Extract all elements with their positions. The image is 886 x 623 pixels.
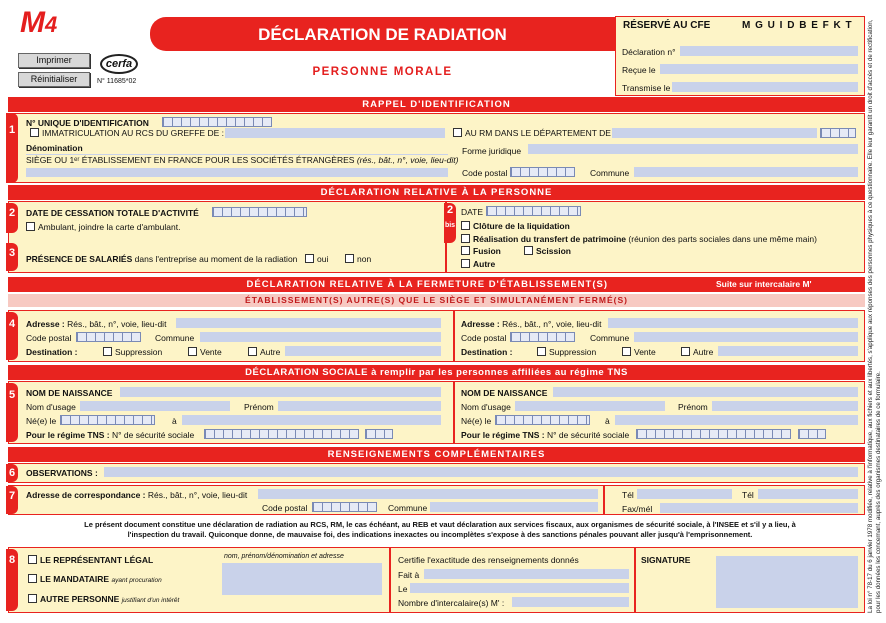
rep-legal-option[interactable] xyxy=(28,555,153,565)
etab2-vente-checkbox[interactable] xyxy=(622,347,631,356)
tns2-secu-label: N° de sécurité sociale xyxy=(546,430,630,440)
siege-postal-field[interactable] xyxy=(510,167,575,177)
etab1-autre-field[interactable] xyxy=(285,346,441,356)
rm-label: AU RM DANS LE DÉPARTEMENT DE xyxy=(465,128,611,138)
reserved-title: RÉSERVÉ AU CFE xyxy=(623,20,711,31)
sociale-bar: DÉCLARATION SOCIALE à remplir par les personnes affiliées au régime TNS xyxy=(8,365,865,380)
etab-bar-title: DÉCLARATION RELATIVE À LA FERMETURE D'ÉTABLISSEMENT(S) xyxy=(246,279,608,290)
side-note xyxy=(866,10,886,613)
form-code-letter: M xyxy=(20,6,45,39)
page-subtitle: PERSONNE MORALE xyxy=(312,66,453,78)
tel1-label: Tél xyxy=(622,490,634,500)
tns2-secu-key-field[interactable] xyxy=(798,429,826,439)
rep-legal-label: LE REPRÉSENTANT LÉGAL xyxy=(40,555,154,565)
unique-id-label: N° UNIQUE D'IDENTIFICATION xyxy=(26,118,149,128)
etab1-vente-checkbox[interactable] xyxy=(188,347,197,356)
le-field[interactable] xyxy=(410,583,629,593)
print-button[interactable]: Imprimer xyxy=(18,53,90,68)
salaries-oui-label: oui xyxy=(317,254,329,264)
section-number-1: 1 xyxy=(6,113,18,183)
corresp-commune-label: Commune xyxy=(388,503,428,513)
etab2-commune-label: Commune xyxy=(590,333,630,343)
tns1-prenom-field[interactable] xyxy=(278,401,441,411)
mandataire-label: LE MANDATAIRE xyxy=(40,574,110,584)
rcs-option[interactable] xyxy=(30,128,224,138)
scission-option[interactable] xyxy=(524,246,571,256)
denomination-label: Dénomination xyxy=(26,143,83,153)
etab1-commune-label: Commune xyxy=(155,333,195,343)
signature-field[interactable] xyxy=(716,556,858,608)
etab2-vente-label: Vente xyxy=(634,347,656,357)
forme-field[interactable] xyxy=(528,144,858,154)
tns1-secu-key-field[interactable] xyxy=(365,429,393,439)
autre-checkbox[interactable] xyxy=(461,259,470,268)
siege-text: SIÈGE OU 1ᵉʳ ÉTABLISSEMENT EN FRANCE POUR LES SOCIÉTÉS ÉTRANGÈRES xyxy=(26,155,355,165)
corresp-postal-label: Code postal xyxy=(262,503,308,513)
etab1-autre-option[interactable] xyxy=(248,347,280,357)
etab1-vente-option[interactable] xyxy=(188,347,222,357)
observations-label: OBSERVATIONS : xyxy=(26,468,98,478)
etab2-adresse-field[interactable] xyxy=(608,318,858,328)
etab1-commune-field[interactable] xyxy=(200,332,441,342)
tns2-nom-field[interactable] xyxy=(553,387,858,397)
siege-commune-field[interactable] xyxy=(634,167,858,177)
cloture-label: Clôture de la liquidation xyxy=(473,221,570,231)
rep-legal-checkbox[interactable] xyxy=(28,555,37,564)
etab1-autre-checkbox[interactable] xyxy=(248,347,257,356)
personne-bar: DÉCLARATION RELATIVE À LA PERSONNE xyxy=(8,185,865,200)
siege-postal-label: Code postal xyxy=(462,168,508,178)
autre-personne-hint: justifiant d'un intérêt xyxy=(121,597,180,604)
intercalaires-field[interactable] xyxy=(512,597,629,607)
etab2-adresse-label xyxy=(461,319,601,329)
cessation-date-field[interactable] xyxy=(212,207,307,217)
realisation-hint: (réunion des parts sociales dans une même main) xyxy=(628,234,817,244)
tns1-ne-field[interactable] xyxy=(60,415,155,425)
autre-label: Autre xyxy=(473,259,496,269)
tns1-secu-label: N° de sécurité sociale xyxy=(111,430,195,440)
siege-field[interactable] xyxy=(26,168,448,177)
unique-id-field[interactable] xyxy=(162,117,272,127)
etab1-adresse-field[interactable] xyxy=(176,318,441,328)
etab1-autre-label: Autre xyxy=(260,347,281,357)
side-note-text: La loi n° 78-17 du 6 janvier 1978 modifiée, relative à l'informatique, aux fichiers et aux libertés, s'applique aux réponses des personnes physiques à ce questionnaire. Elle leur garantit un droit d'accès et de rectification, pour les données les concernant, auprès des organismes destinataires de ce formulaire. xyxy=(867,19,882,613)
tns1-secu-field[interactable] xyxy=(204,429,359,439)
cloture-option[interactable] xyxy=(461,221,570,231)
etab2-commune-field[interactable] xyxy=(634,332,858,342)
compl-bar: RENSEIGNEMENTS COMPLÉMENTAIRES xyxy=(8,447,865,462)
corresp-postal-field[interactable] xyxy=(312,502,377,512)
page-title: DÉCLARATION DE RADIATION xyxy=(258,25,507,44)
section-number-2bis-suffix: bis xyxy=(444,222,456,229)
corresp-hint: Rés., bât., n°, voie, lieu-dit xyxy=(147,490,248,500)
fusion-label: Fusion xyxy=(473,246,501,256)
bis-date-label: DATE xyxy=(461,207,484,217)
etab2-suppression-checkbox[interactable] xyxy=(537,347,546,356)
etab1-adresse-hint: Rés., bât., n°, voie, lieu-dit xyxy=(67,319,167,329)
tns2-prenom-field[interactable] xyxy=(712,401,858,411)
tns1-regime-text: Pour le régime TNS : xyxy=(26,430,110,440)
section-number-7: 7 xyxy=(6,486,18,514)
cerfa-logo: cerfa xyxy=(100,54,138,74)
autre-personne-option[interactable] xyxy=(28,594,179,604)
salaries-oui-option[interactable] xyxy=(305,254,328,264)
ambulant-option[interactable] xyxy=(26,222,180,232)
etab1-vente-label: Vente xyxy=(200,347,222,357)
etab1-adresse-text: Adresse : xyxy=(26,319,65,329)
section-number-2: 2 xyxy=(6,203,18,233)
etab1-postal-field[interactable] xyxy=(76,332,141,342)
salaries-non-label: non xyxy=(357,254,372,264)
etab2-destination-label: Destination : xyxy=(461,347,513,357)
tns2-secu-field[interactable] xyxy=(636,429,791,439)
tns2-ne-label: Né(e) le xyxy=(461,416,492,426)
section-number-8: 8 xyxy=(6,549,18,611)
ambulant-checkbox[interactable] xyxy=(26,222,35,231)
tns1-usage-field[interactable] xyxy=(80,401,230,411)
rm-option[interactable] xyxy=(453,128,611,138)
tns2-nom-label: NOM DE NAISSANCE xyxy=(461,388,548,398)
etab-subbar: ÉTABLISSEMENT(S) AUTRE(S) QUE LE SIÈGE ET SIMULTANÉMENT FERMÉ(S) xyxy=(8,294,865,307)
siege-commune-label: Commune xyxy=(590,168,630,178)
etab2-postal-label: Code postal xyxy=(461,333,507,343)
autre-personne-label: AUTRE PERSONNE xyxy=(40,594,120,604)
tel1-field[interactable] xyxy=(637,489,732,499)
siege-label xyxy=(26,155,458,165)
reserved-transmise-field[interactable] xyxy=(672,82,858,92)
tns2-usage-label: Nom d'usage xyxy=(461,402,511,412)
salaries-non-checkbox[interactable] xyxy=(345,254,354,263)
realisation-option[interactable] xyxy=(461,234,817,244)
realisation-checkbox[interactable] xyxy=(461,234,470,243)
fait-a-label: Fait à xyxy=(398,570,420,580)
signatory-field[interactable] xyxy=(222,563,382,595)
salaries-oui-checkbox[interactable] xyxy=(305,254,314,263)
form-code-number: 4 xyxy=(45,12,58,37)
reserved-recue-field[interactable] xyxy=(660,64,858,74)
section-number-4: 4 xyxy=(6,312,18,360)
reset-button[interactable]: Réinitialiser xyxy=(18,72,90,87)
certifie-label: Certifie l'exactitude des renseignements donnés xyxy=(398,555,579,565)
fait-a-field[interactable] xyxy=(424,569,629,579)
forme-label: Forme juridique xyxy=(462,146,522,156)
etab1-suppression-option[interactable] xyxy=(103,347,162,357)
tns1-a-label: à xyxy=(172,416,177,426)
corresp-label xyxy=(26,490,247,500)
section-number-2bis xyxy=(444,203,456,243)
etab2-postal-field[interactable] xyxy=(510,332,575,342)
etab2-suppression-label: Suppression xyxy=(549,347,597,357)
corresp-text: Adresse de correspondance : xyxy=(26,490,146,500)
rcs-field[interactable] xyxy=(225,128,445,138)
salaries-hint: dans l'entreprise au moment de la radiation xyxy=(134,254,298,264)
autre-personne-checkbox[interactable] xyxy=(28,594,37,603)
observations-field[interactable] xyxy=(104,467,858,477)
salaries-non-option[interactable] xyxy=(345,254,371,264)
tns2-regime-text: Pour le régime TNS : xyxy=(461,430,545,440)
cessation-label: DATE DE CESSATION TOTALE D'ACTIVITÉ xyxy=(26,208,199,218)
etab-suite-label: Suite sur intercalaire M' xyxy=(716,279,812,289)
bis-date-field[interactable] xyxy=(486,206,581,216)
rappel-bar: RAPPEL D'IDENTIFICATION xyxy=(8,97,865,112)
etab2-autre-label: Autre xyxy=(693,347,714,357)
reserved-declaration-field[interactable] xyxy=(680,46,858,56)
mandataire-option[interactable] xyxy=(28,574,162,584)
scission-label: Scission xyxy=(536,246,571,256)
tns1-regime-label xyxy=(26,430,194,440)
etab2-suppression-option[interactable] xyxy=(537,347,596,357)
tns1-a-field[interactable] xyxy=(182,415,441,425)
rcs-checkbox[interactable] xyxy=(30,128,39,137)
realisation-label: Réalisation du transfert de patrimoine xyxy=(473,234,627,244)
rcs-label: IMMATRICULATION AU RCS DU GREFFE DE : xyxy=(42,128,224,138)
fusion-option[interactable] xyxy=(461,246,501,256)
tel2-label: Tél xyxy=(742,490,754,500)
rm-field[interactable] xyxy=(612,128,817,138)
autre-option[interactable] xyxy=(461,259,495,269)
fax-label: Fax/mél xyxy=(622,504,653,514)
cloture-checkbox[interactable] xyxy=(461,221,470,230)
le-label: Le xyxy=(398,584,408,594)
reserved-code: M G U I D B E F K T xyxy=(742,20,853,31)
intercalaires-label: Nombre d'intercalaire(s) M' : xyxy=(398,598,505,608)
etab1-suppression-checkbox[interactable] xyxy=(103,347,112,356)
mandataire-hint: ayant procuration xyxy=(111,577,162,584)
salaries-label xyxy=(26,254,297,264)
reserved-recue-label: Reçue le xyxy=(622,65,656,75)
etab1-suppression-label: Suppression xyxy=(115,347,163,357)
tns1-usage-label: Nom d'usage xyxy=(26,402,76,412)
tns2-a-field[interactable] xyxy=(615,415,858,425)
fax-field[interactable] xyxy=(660,503,858,513)
legal-notice: Le présent document constitue une déclaration de radiation au RCS, RM, le cas échéant, au REB et vaut déclaration aux services fiscaux, aux organismes de sécurité sociale, à l'INSEE et s'il y a lieu, à l'inspection du travail. Quiconque donne, de mauvaise foi, des indications inexactes ou incomplètes s'expose à des sanctions pénales pouvant aller jusqu'à l'emprisonnement. xyxy=(84,520,796,539)
ambulant-label: Ambulant, joindre la carte d'ambulant. xyxy=(38,222,181,232)
rm-dept-field[interactable] xyxy=(820,128,856,138)
tns2-prenom-label: Prénom xyxy=(678,402,708,412)
etab2-adresse-hint: Rés., bât., n°, voie, lieu-dit xyxy=(502,319,602,329)
reserved-declaration-label: Déclaration n° xyxy=(622,47,676,57)
etab-bar xyxy=(8,277,865,292)
etab2-adresse-text: Adresse : xyxy=(461,319,500,329)
etab1-adresse-label xyxy=(26,319,166,329)
section-number-2bis-digit: 2 xyxy=(446,204,454,216)
nom-hint: nom, prénom/dénomination et adresse xyxy=(224,553,344,560)
corresp-commune-field[interactable] xyxy=(430,502,598,512)
salaries-text: PRÉSENCE DE SALARIÉS xyxy=(26,254,133,264)
etab2-vente-option[interactable] xyxy=(622,347,656,357)
tns2-a-label: à xyxy=(605,416,610,426)
tns2-usage-field[interactable] xyxy=(515,401,665,411)
rm-checkbox[interactable] xyxy=(453,128,462,137)
corresp-field[interactable] xyxy=(258,489,598,499)
tns1-nom-field[interactable] xyxy=(120,387,441,397)
form-code xyxy=(20,6,57,40)
etab1-postal-label: Code postal xyxy=(26,333,72,343)
etab1-destination-label: Destination : xyxy=(26,347,78,357)
section-number-6: 6 xyxy=(6,464,18,482)
tns1-prenom-label: Prénom xyxy=(244,402,274,412)
signature-label: SIGNATURE xyxy=(641,555,691,565)
section-number-3: 3 xyxy=(6,243,18,271)
cerfa-number: N° 11685*02 xyxy=(97,78,137,85)
tel2-field[interactable] xyxy=(758,489,858,499)
tns1-ne-label: Né(e) le xyxy=(26,416,57,426)
fusion-checkbox[interactable] xyxy=(461,246,470,255)
tns1-nom-label: NOM DE NAISSANCE xyxy=(26,388,113,398)
etab2-autre-field[interactable] xyxy=(718,346,858,356)
section-number-5: 5 xyxy=(6,383,18,442)
mandataire-checkbox[interactable] xyxy=(28,574,37,583)
etab2-autre-checkbox[interactable] xyxy=(681,347,690,356)
scission-checkbox[interactable] xyxy=(524,246,533,255)
tns2-regime-label xyxy=(461,430,629,440)
siege-hint: (rés., bât., n°, voie, lieu-dit) xyxy=(356,155,459,165)
reserved-transmise-label: Transmise le xyxy=(622,83,671,93)
etab2-autre-option[interactable] xyxy=(681,347,713,357)
tns2-ne-field[interactable] xyxy=(495,415,590,425)
